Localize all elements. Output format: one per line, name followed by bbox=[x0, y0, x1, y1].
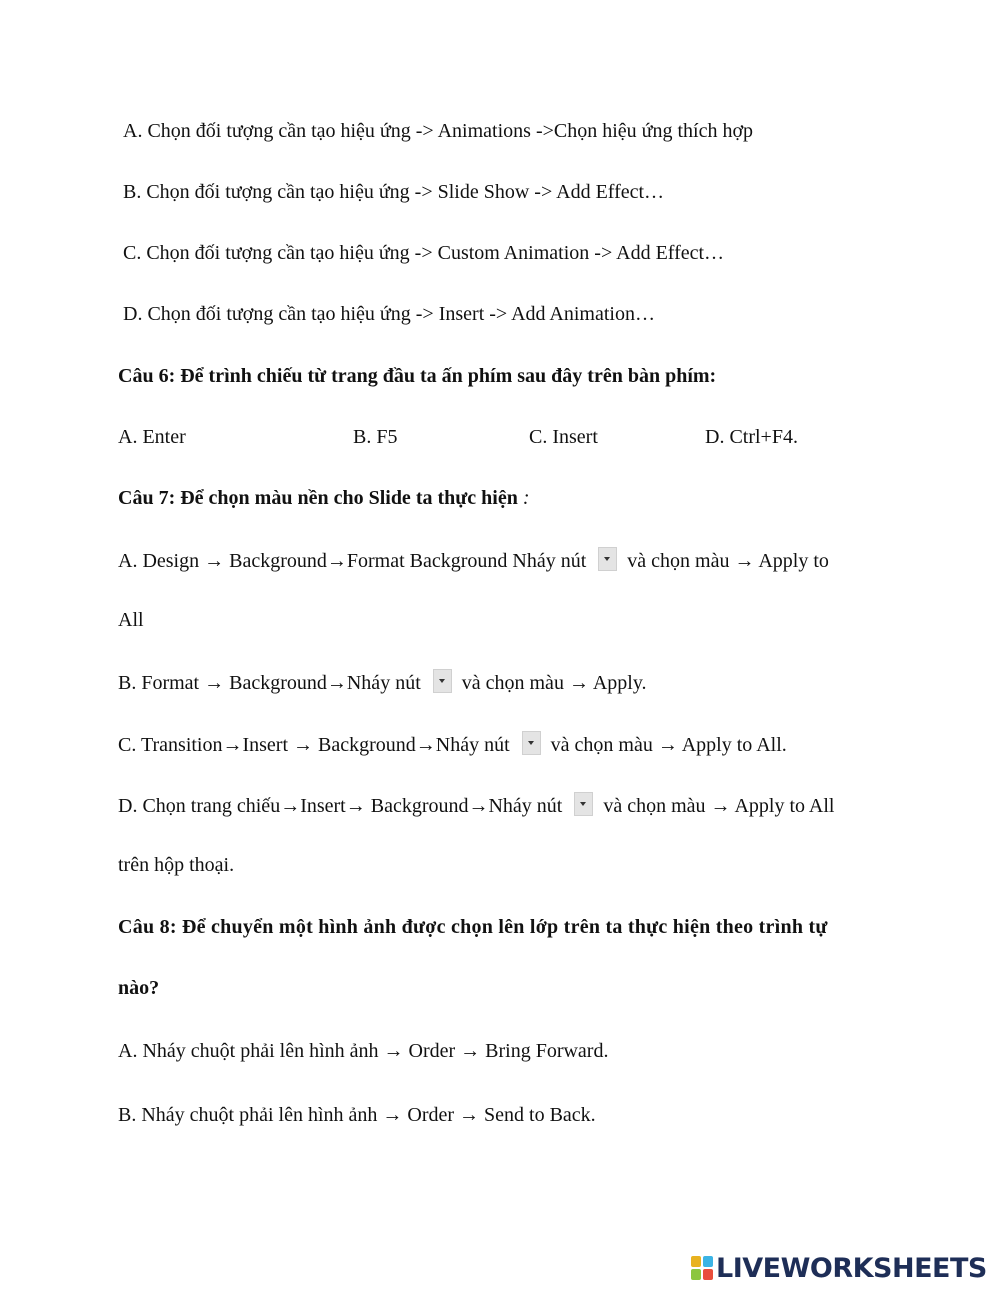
q7-option-d-after: và chọn màu → Apply to All bbox=[603, 795, 835, 817]
q5-option-b[interactable]: B. Chọn đối tượng cần tạo hiệu ứng -> Slide Show -> Add Effect… bbox=[123, 181, 665, 203]
q7-option-a[interactable] bbox=[118, 547, 829, 573]
q6-option-d[interactable]: D. Ctrl+F4. bbox=[705, 426, 798, 448]
q6-question: Câu 6: Để trình chiếu từ trang đầu ta ấn phím sau đây trên bàn phím: bbox=[118, 365, 717, 387]
q8-option-a[interactable]: A. Nháy chuột phải lên hình ảnh → Order → Bring Forward. bbox=[118, 1040, 609, 1062]
q7-question bbox=[118, 486, 530, 510]
q7-option-a-continued: All bbox=[118, 609, 144, 631]
q8-question-line2: nào? bbox=[118, 977, 160, 999]
q7-option-d[interactable] bbox=[118, 792, 834, 818]
q7-option-b[interactable] bbox=[118, 669, 647, 695]
dropdown-arrow-icon bbox=[598, 547, 617, 571]
q7-question-text: Câu 7: Để chọn màu nền cho Slide ta thực hiện bbox=[118, 487, 518, 509]
q5-option-c[interactable]: C. Chọn đối tượng cần tạo hiệu ứng -> Custom Animation -> Add Effect… bbox=[123, 242, 725, 264]
liveworksheets-logo-icon bbox=[691, 1256, 713, 1280]
q7-option-c[interactable] bbox=[118, 731, 787, 757]
q5-option-a[interactable]: A. Chọn đối tượng cần tạo hiệu ứng -> Animations ->Chọn hiệu ứng thích hợp bbox=[123, 120, 754, 142]
q7-option-d-continued: trên hộp thoại. bbox=[118, 854, 235, 876]
q7-option-c-before: C. Transition→Insert → Background→Nháy nút bbox=[118, 734, 510, 756]
q7-option-d-before: D. Chọn trang chiếu→Insert→ Background→Nháy nút bbox=[118, 795, 563, 817]
q6-option-a[interactable]: A. Enter bbox=[118, 426, 186, 448]
dropdown-arrow-icon bbox=[574, 792, 593, 816]
q7-option-c-after: và chọn màu → Apply to All. bbox=[550, 734, 787, 756]
liveworksheets-logo[interactable] bbox=[691, 1253, 987, 1283]
q8-question-line1: Câu 8: Để chuyển một hình ảnh được chọn lên lớp trên ta thực hiện theo trình tự bbox=[118, 916, 828, 938]
logo-text: LIVEWORKSHEETS bbox=[716, 1252, 987, 1284]
q7-option-b-after: và chọn màu → Apply. bbox=[461, 672, 647, 694]
q5-option-d[interactable]: D. Chọn đối tượng cần tạo hiệu ứng -> Insert -> Add Animation… bbox=[123, 303, 655, 325]
q7-option-a-before: A. Design → Background→Format Background Nháy nút bbox=[118, 550, 587, 572]
dropdown-arrow-icon bbox=[433, 669, 452, 693]
q8-option-b[interactable]: B. Nháy chuột phải lên hình ảnh → Order → Send to Back. bbox=[118, 1104, 596, 1126]
q7-option-b-before: B. Format → Background→Nháy nút bbox=[118, 672, 421, 694]
dropdown-arrow-icon bbox=[522, 731, 541, 755]
q6-option-b[interactable]: B. F5 bbox=[353, 426, 398, 448]
q6-option-c[interactable]: C. Insert bbox=[529, 426, 598, 448]
q7-option-a-after: và chọn màu → Apply to bbox=[627, 550, 829, 572]
q7-question-suffix: : bbox=[517, 487, 530, 509]
